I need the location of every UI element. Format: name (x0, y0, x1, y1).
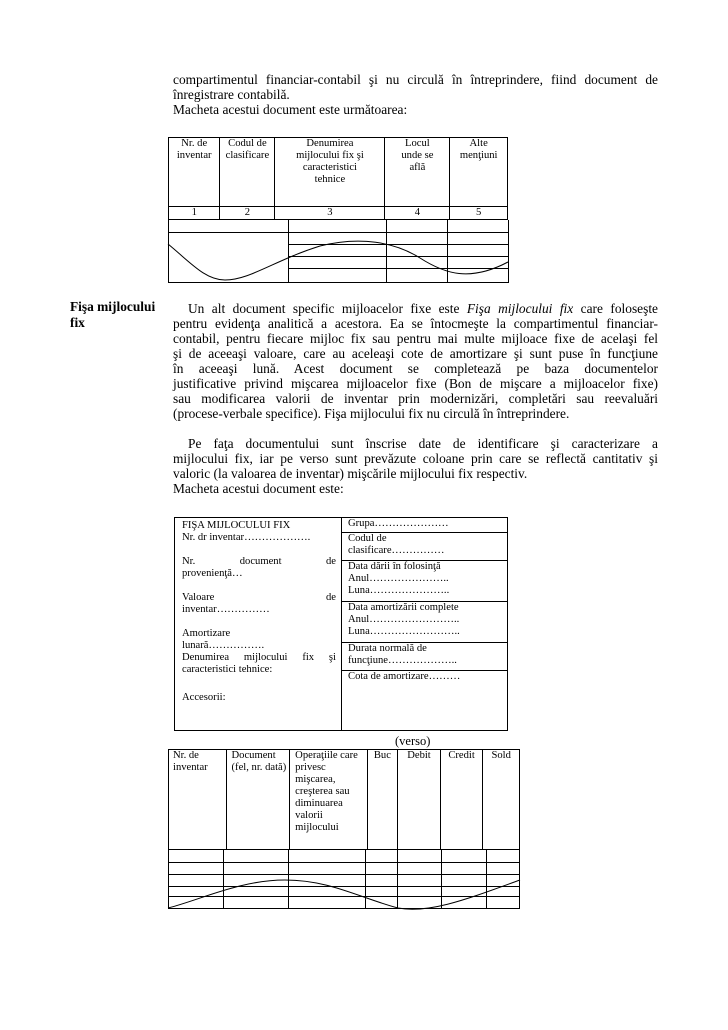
p1-line-3: contabil, pentru fiecare mijloc fix sau pentru mai multe mijloace fixe de acelaşi fel (173, 331, 658, 346)
fisa-grupa: Grupa………………… (342, 518, 507, 533)
table1-header-cod: Codul de clasificare (220, 138, 275, 207)
table1-number: 3 (275, 207, 385, 220)
p2-line-1: Pe faţa documentului sunt înscrise date de identificare şi caracterizare a (188, 436, 658, 451)
table1-header-denumire: Denumirea mijlocului fix şi caracteristici tehnice (275, 138, 385, 207)
p1-line-1: Un alt document specific mijloacelor fixe este Fişa mijlocului fix care foloseşte (188, 301, 658, 316)
table1-number: 2 (220, 207, 275, 220)
verso-header-credit: Credit (440, 750, 483, 850)
p2-line-4: Macheta acestui document este: (173, 481, 344, 496)
verso-label: (verso) (395, 734, 431, 748)
fisa-codul: Codul de clasificare…………… (342, 533, 507, 561)
p1-line-2: pentru evidenţa analitică a acestora. Ea se întocmeşte la compartimentul financiar- (173, 316, 658, 331)
p1-line-7: sau modificarea valorii de inventar prin modernizări, completări sau reevaluări (173, 391, 658, 406)
fisa-valoare: Valoare de (182, 592, 336, 603)
verso-header-document: Document (fel, nr. dată) (226, 750, 290, 850)
p2-line-3: valoric (la valoarea de inventar) mişcările mijlocului fix respectiv. (173, 466, 528, 481)
table1-number: 4 (385, 207, 450, 220)
fisa-caracteristici: caracteristici tehnice: (182, 664, 273, 675)
verso-header-sold: Sold (483, 750, 520, 850)
p2-line-2: mijlocului fix, iar pe verso sunt prevăzute coloane prin care se reflectă cantitativ şi (173, 451, 658, 466)
table1-header-nr-inventar: Nr. de inventar (169, 138, 220, 207)
intro-line-1: compartimentul financiar-contabil şi nu circulă în întreprindere, fiind document de (173, 72, 658, 87)
verso-header-debit: Debit (398, 750, 441, 850)
fisa-denumire: Denumirea mijlocului fix şi (182, 652, 336, 663)
fisa-amortizare-lunara: lunară……………. (182, 640, 265, 651)
fisa-nr-document: Nr. document de (182, 556, 336, 567)
p1-line-8: (procese-verbale specifice). Fişa mijlocului fix nu circulă în întreprindere. (173, 406, 570, 421)
fisa-data-amortizarii: Data amortizării complete Anul…………………….. Luna…………………….. (342, 602, 507, 643)
side-title: Fişa mijlocului fix (70, 299, 156, 330)
fisa-title: FIŞA MIJLOCULUI FIX (182, 520, 291, 531)
table1-number: 1 (169, 207, 220, 220)
verso-header-buc: Buc (367, 750, 398, 850)
p1-line-5: în aceeaşi lună. Acest document se completează pe baza documentelor (173, 361, 658, 376)
fisa-valoare-inventar: inventar…………… (182, 604, 270, 615)
verso-header-operatii: Operaţiile care privesc mişcarea, creşterea sau diminuarea valorii mijlocului (290, 750, 367, 850)
fisa-nr-inventar: Nr. dr inventar………………. (182, 532, 311, 543)
intro-line-3: Macheta acestui document este următoarea: (173, 102, 408, 117)
verso-header-nr-inventar: Nr. de inventar (169, 750, 227, 850)
fisa-durata: Durata normală de funcţiune……………….. (342, 643, 507, 671)
intro-line-2: înregistrare contabilă. (173, 87, 290, 102)
fisa-cota: Cota de amortizare……… (348, 671, 461, 682)
table1-header-alte: Alte menţiuni (450, 138, 508, 207)
fisa-data-darii: Data dării în folosinţă Anul………………….. Luna………………….. (342, 561, 507, 602)
p1-line-4: şi de aceeaşi valoare, care au aceleaşi cote de amortizare şi sunt puse în funcţiune (173, 346, 658, 361)
fisa-amortizare: Amortizare (182, 628, 231, 639)
fisa-accesorii: Accesorii: (182, 692, 226, 703)
p1-line-6: justificative privind mişcarea mijloacelor fixe (Bon de mişcare a mijloacelor fixe) (173, 376, 658, 391)
table1-header-locul: Locul unde se află (385, 138, 450, 207)
fisa-provenienta: provenienţă… (182, 568, 243, 579)
table1-number: 5 (450, 207, 508, 220)
